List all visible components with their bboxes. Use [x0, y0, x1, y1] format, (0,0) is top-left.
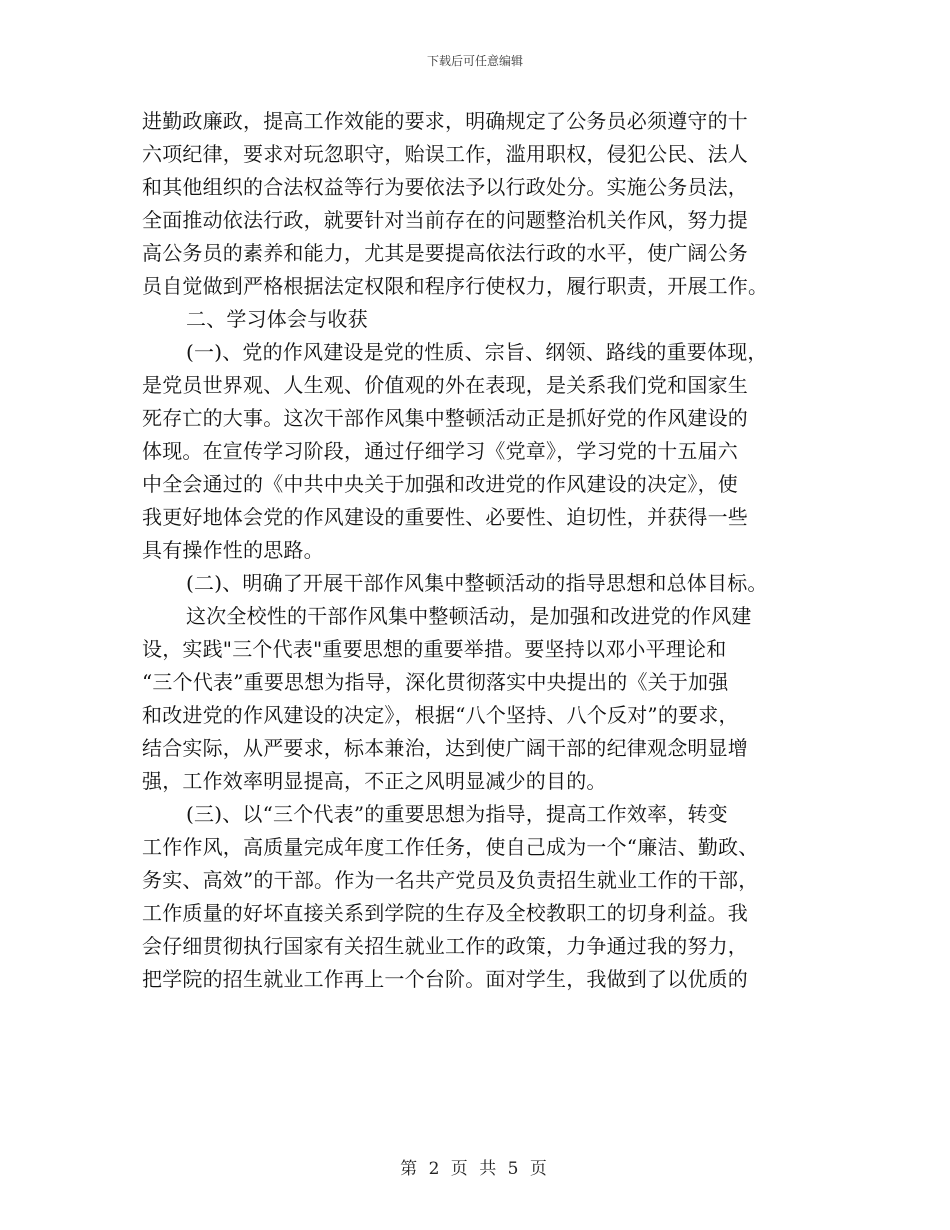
text-line: 结合实际，从严要求，标本兼治，达到使广阔干部的纪律观念明显增: [142, 736, 748, 760]
text-line: 强，工作效率明显提高，不正之风明显减少的目的。: [142, 769, 607, 793]
page-header: 下载后可任意编辑: [426, 54, 523, 68]
text-line: 全面推动依法行政，就要针对当前存在的问题整治机关作风，努力提: [142, 208, 748, 232]
text-line: 高公务员的素养和能力，尤其是要提高依法行政的水平，使广阔公务: [142, 241, 748, 265]
text-line: (三)、以“三个代表”的重要思想为指导，提高工作效率，转变: [186, 802, 728, 826]
text-line: “三个代表”重要思想为指导，深化贯彻落实中央提出的《关于加强: [142, 670, 729, 694]
text-line: 死存亡的大事。这次干部作风集中整顿活动正是抓好党的作风建设的: [142, 406, 748, 430]
text-line: 这次全校性的干部作风集中整顿活动，是加强和改进党的作风建: [186, 604, 752, 628]
text-line: 中全会通过的《中共中央关于加强和改进党的作风建设的决定》，使: [142, 472, 738, 496]
text-line: 我更好地体会党的作风建设的重要性、必要性、迫切性，并获得一些: [142, 505, 748, 529]
text-line: 体现。在宣传学习阶段，通过仔细学习《党章》，学习党的十五届六: [142, 439, 738, 463]
body-text: [142, 105, 810, 996]
text-line: 设，实践"三个代表"重要思想的重要举措。要坚持以邓小平理论和: [142, 637, 727, 661]
text-line: (二)、明确了开展干部作风集中整顿活动的指导思想和总体目标。: [186, 571, 768, 595]
text-line: 是党员世界观、人生观、价值观的外在表现，是关系我们党和国家生: [142, 373, 748, 397]
page-footer: 第 2 页 共 5 页: [400, 1159, 550, 1179]
text-line: 六项纪律，要求对玩忽职守，贻误工作，滥用职权，侵犯公民、法人: [142, 142, 748, 166]
text-line: 工作质量的好坏直接关系到学院的生存及全校教职工的切身利益。我: [142, 901, 748, 925]
text-line: 具有操作性的思路。: [142, 538, 324, 562]
text-line: 把学院的招生就业工作再上一个台阶。面对学生，我做到了以优质的: [142, 967, 748, 991]
text-line: 会仔细贯彻执行国家有关招生就业工作的政策，力争通过我的努力，: [142, 934, 748, 958]
text-line: 和其他组织的合法权益等行为要依法予以行政处分。实施公务员法，: [142, 175, 748, 199]
text-line: 进勤政廉政，提高工作效能的要求，明确规定了公务员必须遵守的十: [142, 109, 748, 133]
text-line: 员自觉做到严格根据法定权限和程序行使权力，履行职责，开展工作。: [142, 274, 769, 298]
text-line: (一)、党的作风建设是党的性质、宗旨、纲领、路线的重要体现，: [186, 340, 768, 364]
text-line: 工作作风，高质量完成年度工作任务，使自己成为一个“廉洁、勤政、: [142, 835, 759, 859]
text-line: 二、学习体会与收获: [186, 307, 368, 331]
text-line: 和改进党的作风建设的决定》，根据“八个坚持、八个反对”的要求，: [142, 703, 739, 727]
text-line: 务实、高效”的干部。作为一名共产党员及负责招生就业工作的干部，: [142, 868, 759, 892]
